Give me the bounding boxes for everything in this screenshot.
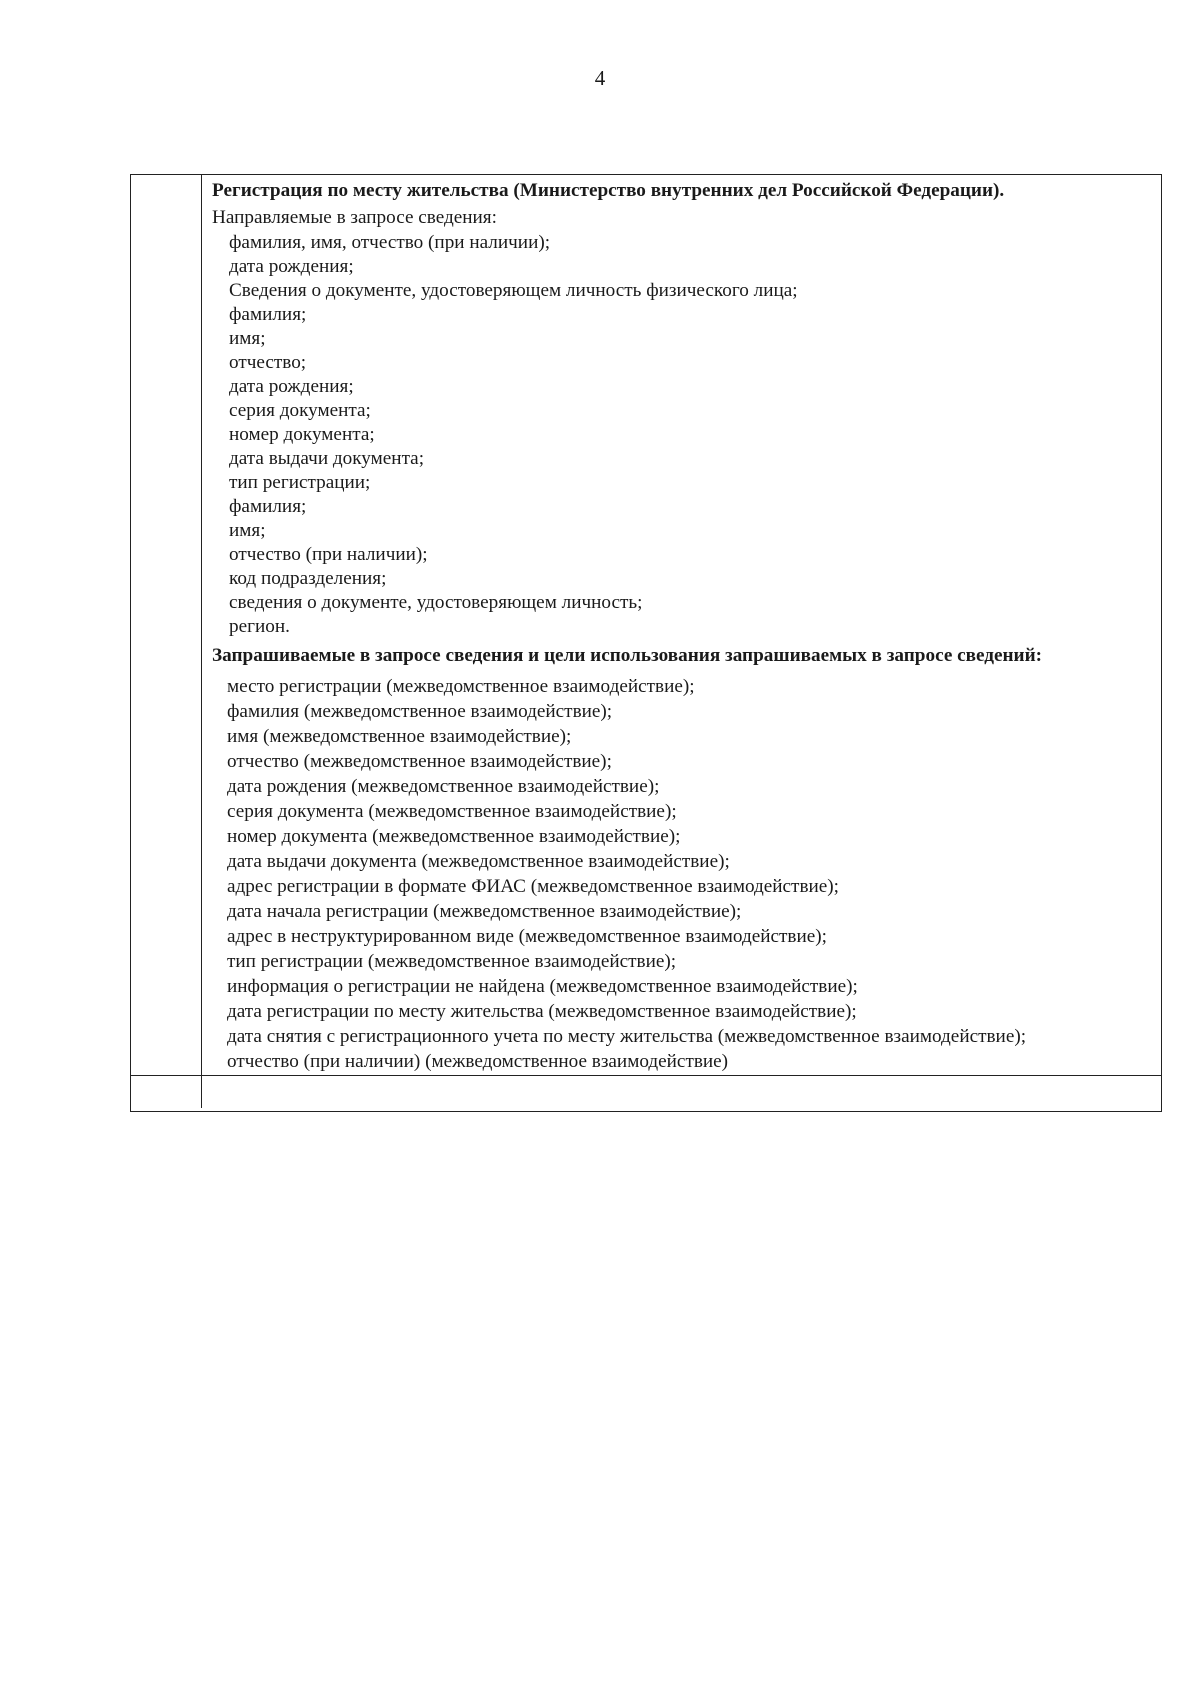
list-item: дата рождения; bbox=[229, 256, 354, 277]
list-item: отчество (межведомственное взаимодействие); bbox=[227, 751, 612, 772]
requested-data-heading: Запрашиваемые в запросе сведения и цели использования запрашиваемых в запросе сведений: bbox=[212, 645, 1043, 666]
list-item: дата регистрации по месту жительства (межведомственное взаимодействие); bbox=[227, 1001, 857, 1022]
sent-data-list bbox=[212, 231, 1155, 639]
list-item: дата начала регистрации (межведомственное взаимодействие); bbox=[227, 901, 742, 922]
list-item: место регистрации (межведомственное взаимодействие); bbox=[227, 676, 695, 697]
registration-table bbox=[130, 174, 1162, 1112]
list-item: фамилия (межведомственное взаимодействие); bbox=[227, 701, 613, 722]
list-item: код подразделения; bbox=[229, 568, 387, 589]
list-item: дата рождения; bbox=[229, 376, 354, 397]
list-item: серия документа; bbox=[229, 400, 371, 421]
row-number-cell bbox=[131, 175, 202, 1075]
list-item: отчество; bbox=[229, 352, 307, 373]
list-item: тип регистрации; bbox=[229, 472, 371, 493]
requested-data-list bbox=[212, 674, 1155, 1074]
list-item: регион. bbox=[229, 616, 290, 637]
list-item: серия документа (межведомственное взаимодействие); bbox=[227, 801, 677, 822]
page-number: 4 bbox=[594, 66, 606, 90]
list-item: фамилия; bbox=[229, 304, 307, 325]
row-content-cell bbox=[202, 175, 1161, 1075]
list-item: Сведения о документе, удостоверяющем личность физического лица; bbox=[229, 280, 798, 301]
list-item: дата снятия с регистрационного учета по месту жительства (межведомственное взаимодействие); bbox=[227, 1026, 1027, 1047]
list-item: номер документа (межведомственное взаимодействие); bbox=[227, 826, 681, 847]
list-item: адрес регистрации в формате ФИАС (межведомственное взаимодействие); bbox=[227, 876, 840, 897]
block-title: Регистрация по месту жительства (Министерство внутренних дел Российской Федерации). bbox=[212, 180, 1005, 201]
list-item: тип регистрации (межведомственное взаимодействие); bbox=[227, 951, 677, 972]
list-item: отчество (при наличии) (межведомственное взаимодействие) bbox=[227, 1051, 729, 1072]
list-item: номер документа; bbox=[229, 424, 375, 445]
sent-data-label: Направляемые в запросе сведения: bbox=[212, 207, 497, 228]
list-item: дата выдачи документа; bbox=[229, 448, 425, 469]
row-content-cell bbox=[202, 1076, 1161, 1111]
list-item: фамилия; bbox=[229, 496, 307, 517]
list-item: имя; bbox=[229, 520, 266, 541]
list-item: имя; bbox=[229, 328, 266, 349]
row-number-cell bbox=[131, 1076, 202, 1108]
list-item: дата выдачи документа (межведомственное взаимодействие); bbox=[227, 851, 730, 872]
list-item: фамилия, имя, отчество (при наличии); bbox=[229, 232, 551, 253]
table-row-empty bbox=[131, 1076, 1161, 1112]
list-item: сведения о документе, удостоверяющем личность; bbox=[229, 592, 643, 613]
list-item: дата рождения (межведомственное взаимодействие); bbox=[227, 776, 660, 797]
list-item: информация о регистрации не найдена (межведомственное взаимодействие); bbox=[227, 976, 858, 997]
list-item: отчество (при наличии); bbox=[229, 544, 428, 565]
list-item: адрес в неструктурированном виде (межведомственное взаимодействие); bbox=[227, 926, 827, 947]
table-row-registration bbox=[131, 175, 1161, 1076]
list-item: имя (межведомственное взаимодействие); bbox=[227, 726, 572, 747]
